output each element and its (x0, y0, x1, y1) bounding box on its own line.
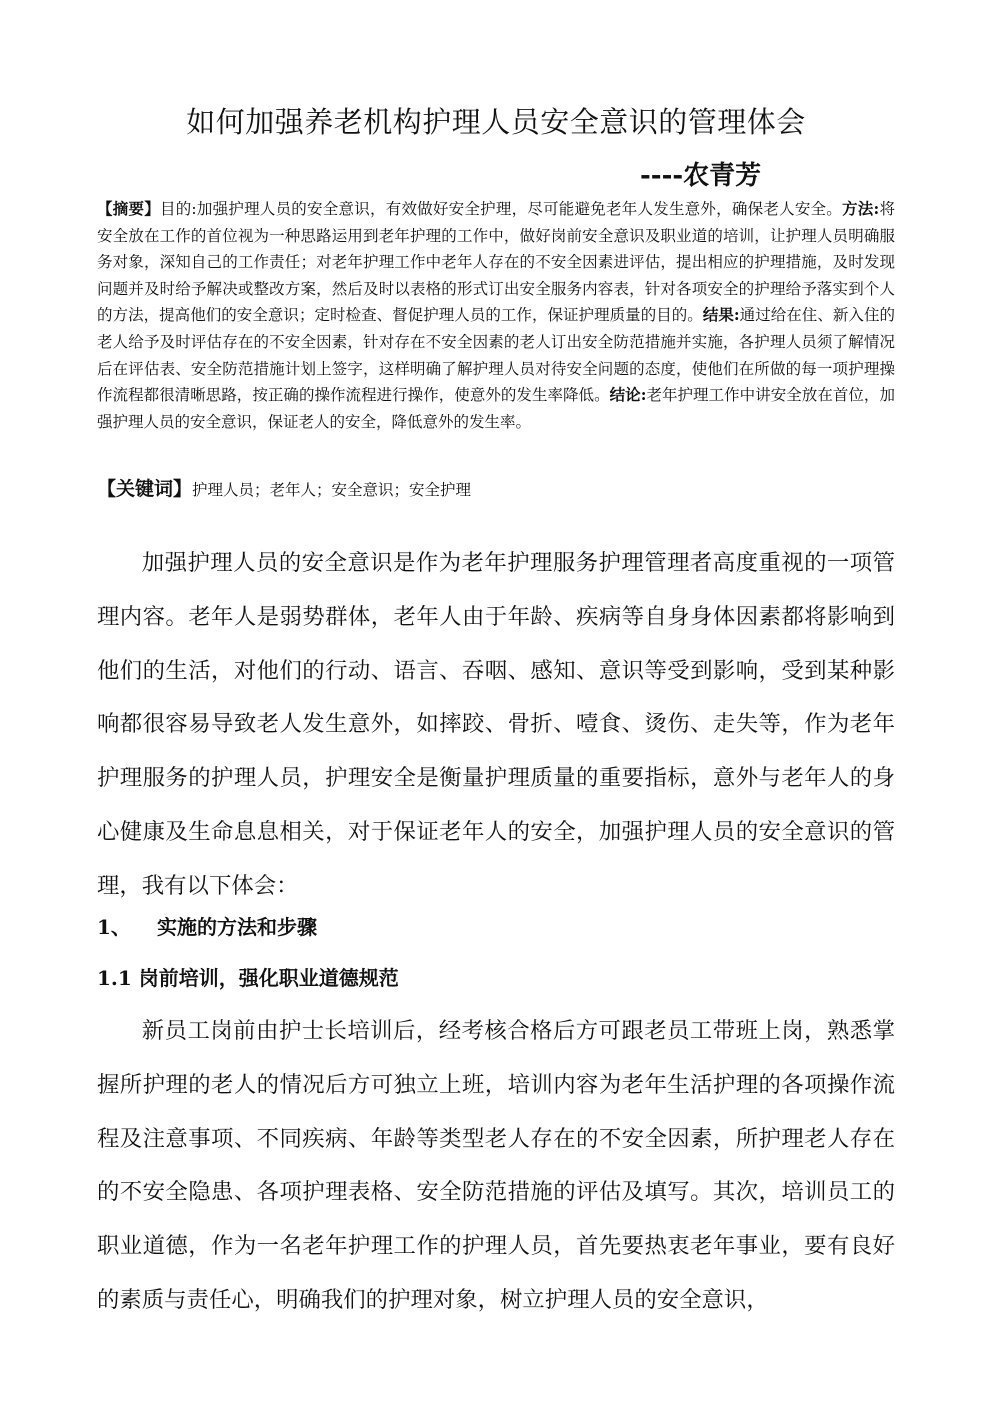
abstract-purpose-text: 加强护理人员的安全意识，有效做好安全护理，尽可能避免老年人发生意外，确保老人安全。 (196, 200, 843, 218)
abstract-method-text: 将安全放在工作的首位视为一种思路运用到老年护理的工作中，做好岗前安全意识及职业道的培训，让护理人员明确服务对象，深知自己的工作责任；对老年护理工作中老年人存在的不安全因素进评估，提出相应的护理措施，及时发现问题并及时给予解决或整改方案，然后及时以表格的形式订出安全服务内容表，针对各项安全的护理给予落实到个人的方法，提高他们的安全意识；定时检查、督促护理人员的工作，保证护理质量的目的。 (97, 200, 895, 325)
abstract-result-label: 结果: (702, 305, 740, 325)
document-title: 如何加强养老机构护理人员安全意识的管理体会 (186, 105, 806, 139)
keywords-label: 【关键词】 (97, 478, 193, 500)
abstract-method-label: 方法: (842, 199, 880, 218)
section-title: 实施的方法和步骤 (157, 915, 317, 939)
abstract (97, 196, 895, 435)
subsection-heading-1-1: 1.1 岗前培训，强化职业道德规范 (97, 966, 399, 990)
body-paragraph-intro: 加强护理人员的安全意识是作为老年护理服务护理管理者高度重视的一项管理内容。老年人是弱势群体，老年人由于年龄、疾病等自身身体因素都将影响到他们的生活，对他们的行动、语言、吞咽、感知、意识等受到影响，受到某种影响都很容易导致老人发生意外，如摔跤、骨折、噎食、烫伤、走失等，作为老年护理服务的护理人员，护理安全是衡量护理质量的重要指标，意外与老年人的身心健康及生命息息相关，对于保证老年人的安全，加强护理人员的安全意识的管理，我有以下体会： (97, 550, 895, 899)
abstract-conclusion-text: 老年护理工作中讲安全放在首位，加强护理人员的安全意识，保证老人的安全，降低意外的发生率。 (97, 386, 895, 431)
author-name: ----农青芳 (640, 161, 762, 191)
keywords (97, 474, 895, 501)
abstract-result-text: 通过给在住、新入住的老人给予及时评估存在的不安全因素，针对存在不安全因素的老人订出安全防范措施并实施，各护理人员须了解情况后在评估表、安全防范措施计划上签字，这样明确了解护理人员对待安全问题的态度，使他们在所做的每一项护理操作流程都很清晰思路，按正确的操作流程进行操作，使意外的发生率降低。 (97, 306, 895, 405)
body-paragraph-training: 新员工岗前由护士长培训后，经考核合格后方可跟老员工带班上岗，熟悉掌握所护理的老人的情况后方可独立上班，培训内容为老年生活护理的各项操作流程及注意事项、不同疾病、年龄等类型老人存在的不安全因素，所护理老人存在的不安全隐患、各项护理表格、安全防范措施的评估及填写。其次，培训员工的职业道德，作为一名老年护理工作的护理人员，首先要热衷老年事业，要有良好的素质与责任心，明确我们的护理对象，树立护理人员的安全意识， (97, 1018, 895, 1313)
section-heading-1 (97, 911, 317, 940)
keywords-text: 护理人员；老年人；安全意识；安全护理 (192, 481, 472, 499)
abstract-purpose-label: 目的: (159, 200, 197, 218)
section-number: 1、 (97, 915, 131, 939)
abstract-label: 【摘要】 (97, 199, 160, 218)
abstract-conclusion-label: 结论: (609, 385, 647, 405)
